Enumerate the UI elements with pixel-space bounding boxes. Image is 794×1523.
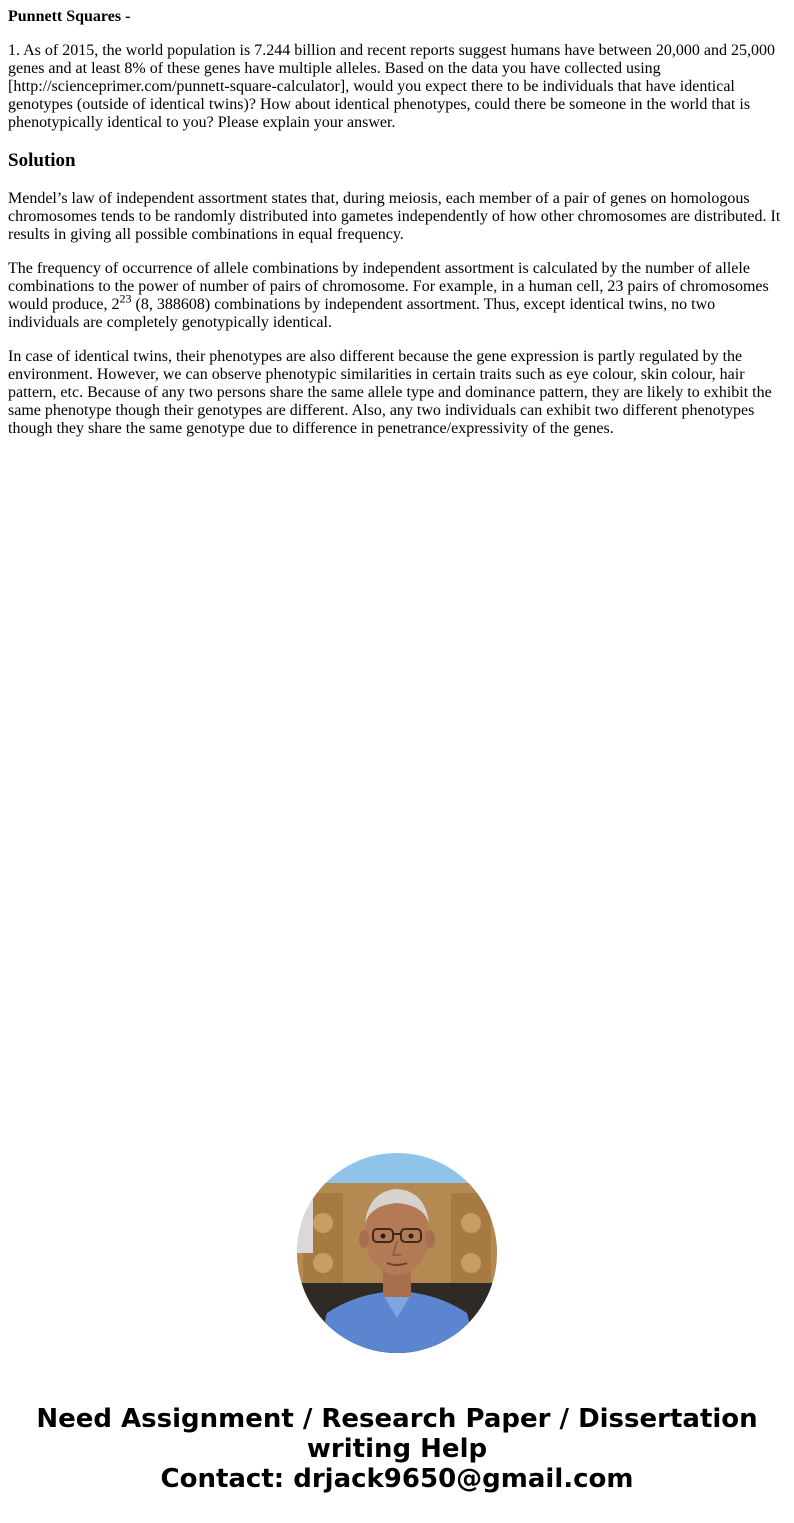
solution-paragraph-1: Mendel’s law of independent assortment states that, during meiosis, each member of a pair of genes on homologous chromosomes tends to be randomly distributed into gametes independently of how other chromosomes are distributed. It results in giving all possible combinations in equal frequency. <box>8 190 781 243</box>
question-text: 1. As of 2015, the world population is 7.244 billion and recent reports suggest humans have between 20,000 and 25,000 genes and at least 8% of these genes have multiple alleles. Based on the data you have collected using [http://scienceprimer.com/punnett-square-calculator], would you expect there to be individuals that have identical genotypes (outside of identical twins)? How about identical phenotypes, could there be someone in the world that is phenotypically identical to you? Please explain your answer. <box>8 42 775 131</box>
banner-line-1: Need Assignment / Research Paper / Dissertation <box>36 1404 758 1434</box>
article <box>8 8 786 454</box>
solution-paragraph-2 <box>8 260 786 332</box>
contact-banner <box>0 1404 794 1494</box>
solution-paragraph-3: In case of identical twins, their phenotypes are also different because the gene expression is partly regulated by the environment. However, we can observe phenotypic similarities in certain traits such as eye colour, skin colour, hair pattern, etc. Because of any two persons share the same allele type and dominance pattern, they are likely to exhibit the same phenotype though their genotypes are different. Also, any two individuals can exhibit two different phenotypes though they share the same genotype due to difference in penetrance/expressivity of the genes. <box>8 348 772 437</box>
author-portrait-image <box>297 1153 497 1353</box>
exponent: 23 <box>119 291 132 306</box>
solution-heading: Solution <box>8 150 76 171</box>
author-avatar <box>297 1153 497 1353</box>
paragraph-2-text-end: (8, 388608) combinations by independent assortment. Thus, except identical twins, no two individuals are completely genotypically identical. <box>8 296 716 331</box>
banner-contact-line: Contact: drjack9650@gmail.com <box>160 1464 634 1494</box>
page-title: Punnett Squares - <box>8 8 131 25</box>
paragraph-2-text-start: The frequency of occurrence of allele combinations by independent assortment is calculated by the number of allele combinations to the power of number of pairs of chromosome. For example, in a human cell, 23 pairs of chromosomes would produce, 2 <box>8 260 769 313</box>
banner-line-2: writing Help <box>306 1434 488 1464</box>
